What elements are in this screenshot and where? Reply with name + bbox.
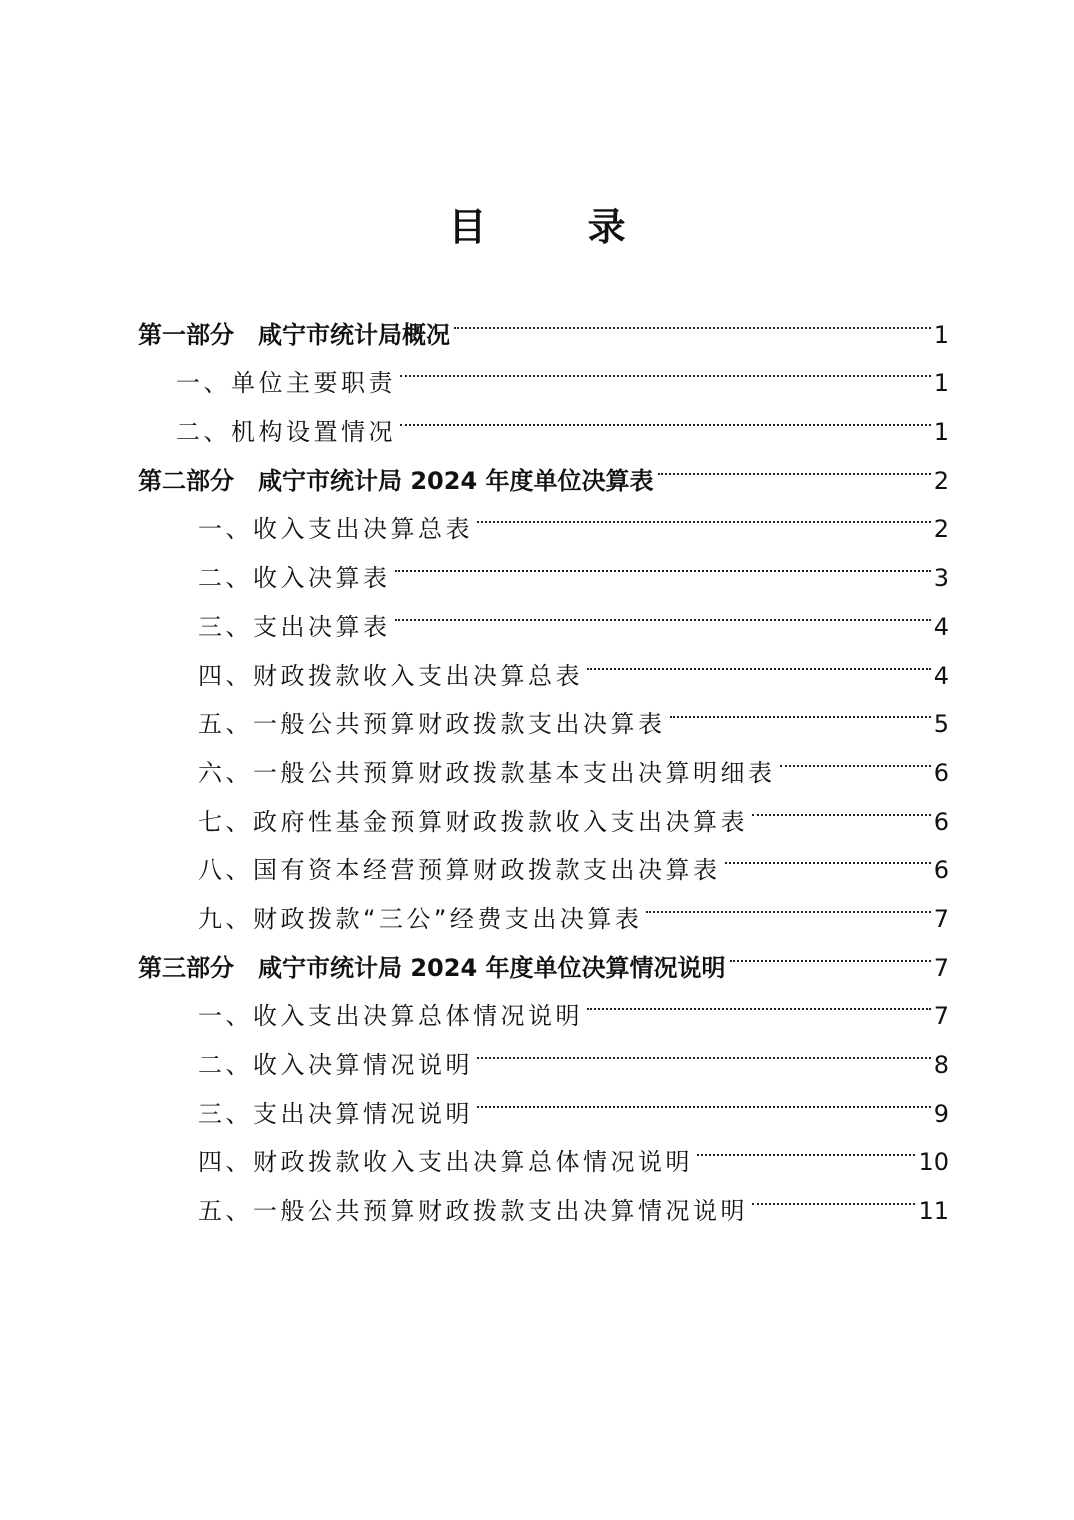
toc-entry-text: 九、财政拨款“三公”经费支出决算表 xyxy=(198,904,643,933)
toc-page-number: 6 xyxy=(933,856,949,885)
dot-leader xyxy=(646,878,930,927)
toc-page-number: 6 xyxy=(933,807,949,836)
toc-entry-text: 六、一般公共预算财政拨款基本支出决算明细表 xyxy=(198,758,776,787)
toc-page-number: 2 xyxy=(933,515,949,544)
dot-leader xyxy=(658,440,931,489)
toc-title: 目 录 xyxy=(448,204,670,249)
dot-leader xyxy=(395,537,931,586)
toc-page-number: 6 xyxy=(933,758,949,787)
toc-page-number: 10 xyxy=(918,1148,949,1177)
toc-entry-text: 二、机构设置情况 xyxy=(176,418,396,447)
toc-entry-text: 五、一般公共预算财政拨款支出决算表 xyxy=(198,710,666,739)
toc-page-number: 1 xyxy=(933,320,949,349)
dot-leader xyxy=(725,830,931,879)
dot-leader xyxy=(587,635,931,684)
dot-leader xyxy=(780,732,931,781)
dot-leader xyxy=(587,976,931,1025)
toc-page-number: 1 xyxy=(933,369,949,398)
dot-leader xyxy=(454,294,931,343)
toc-entry-text: 第一部分 咸宁市统计局概况 xyxy=(138,320,450,349)
toc-entry-text: 八、国有资本经营预算财政拨款支出决算表 xyxy=(198,856,721,885)
dot-leader xyxy=(477,1024,931,1073)
toc-entry-text: 三、支出决算表 xyxy=(198,612,391,641)
toc-page-number: 4 xyxy=(933,612,949,641)
dot-leader xyxy=(395,586,931,635)
toc-entry-text: 一、单位主要职责 xyxy=(176,369,396,398)
toc-entry-text: 一、收入支出决算总表 xyxy=(198,515,473,544)
toc-page-number: 1 xyxy=(933,418,949,447)
dot-leader xyxy=(752,1170,915,1219)
toc-entry-text: 第二部分 咸宁市统计局 2024 年度单位决算表 xyxy=(138,466,654,495)
toc-page-number: 3 xyxy=(933,564,949,593)
dot-leader xyxy=(697,1122,915,1171)
dot-leader xyxy=(477,1073,931,1122)
dot-leader xyxy=(400,391,931,440)
toc-page-number: 7 xyxy=(933,1002,949,1031)
toc-entry-text: 一、收入支出决算总体情况说明 xyxy=(198,1002,583,1031)
toc-entry-text: 二、收入决算情况说明 xyxy=(198,1051,473,1079)
dot-leader xyxy=(752,781,931,830)
toc-entry-text: 五、一般公共预算财政拨款支出决算情况说明 xyxy=(198,1197,748,1226)
toc-entry-text: 四、财政拨款收入支出决算总表 xyxy=(198,661,583,690)
toc-entry-text: 四、财政拨款收入支出决算总体情况说明 xyxy=(198,1148,693,1177)
toc-page-number: 5 xyxy=(933,710,949,739)
toc-entry-text: 七、政府性基金预算财政拨款收入支出决算表 xyxy=(198,807,748,836)
toc-entry-text: 第三部分 咸宁市统计局 2024 年度单位决算情况说明 xyxy=(138,953,726,982)
toc-page-number: 2 xyxy=(933,466,949,495)
toc-page-number: 9 xyxy=(933,1099,949,1128)
toc-page-number: 7 xyxy=(933,953,949,982)
toc-entry-part-1[interactable] xyxy=(138,294,949,349)
dot-leader xyxy=(400,343,931,392)
toc-page-number: 4 xyxy=(933,661,949,690)
dot-leader xyxy=(730,927,931,976)
dot-leader xyxy=(670,684,931,733)
toc-page-number: 8 xyxy=(933,1051,949,1079)
dot-leader xyxy=(477,489,931,538)
toc-page-number: 11 xyxy=(918,1197,949,1226)
toc-entry-text: 三、支出决算情况说明 xyxy=(198,1099,473,1128)
toc-entry-text: 二、收入决算表 xyxy=(198,564,391,593)
table-of-contents xyxy=(138,294,949,1226)
toc-page-number: 7 xyxy=(933,904,949,933)
